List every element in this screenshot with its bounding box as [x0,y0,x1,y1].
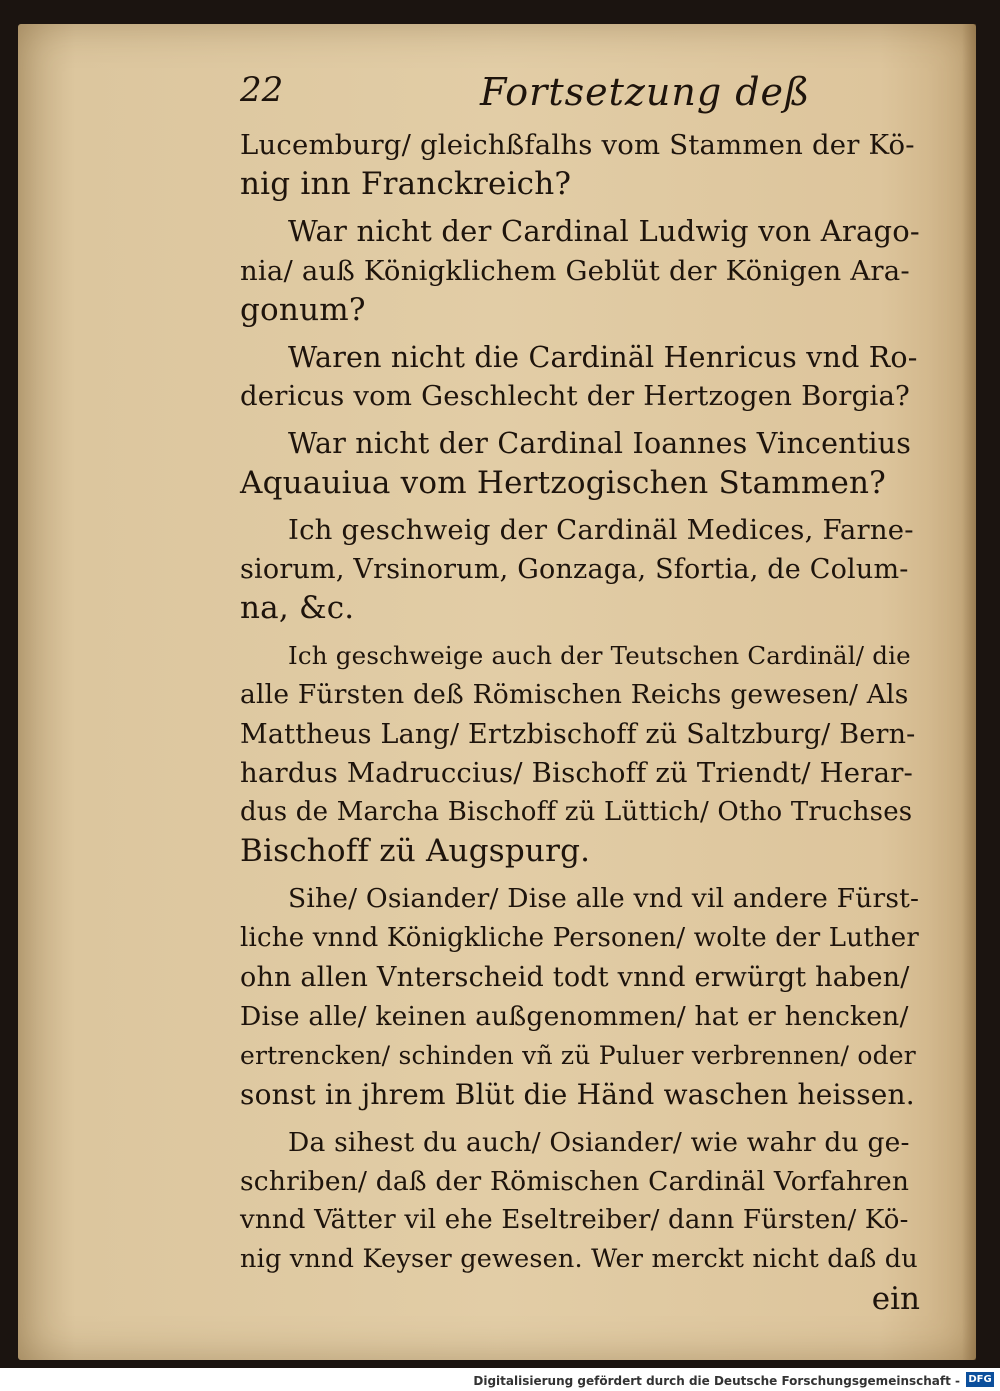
text-line: Waren nicht die Cardinäl Henricus vnd Ro- [288,340,918,374]
text-line: nig inn Franckreich? [240,166,572,203]
text-line: na, &c. [240,590,355,627]
text-line: hardus Madruccius/ Bischoff zü Triendt/ Herar- [240,756,914,789]
text-line: War nicht der Cardinal Ludwig von Arago- [288,214,920,249]
text-line: Aquauiua vom Hertzogischen Stammen? [240,464,886,501]
text-line: Mattheus Lang/ Ertzbischoff zü Saltzburg/ Bern- [240,718,916,750]
footer-credit: Digitalisierung gefördert durch die Deutsche Forschungsgemeinschaft - [473,1374,960,1388]
paragraph-gap [240,503,920,511]
text-line: Ich geschweige auch der Teutschen Cardinäl/ die [288,641,911,671]
text-line: nig vnnd Keyser gewesen. Wer merckt nicht daß du [240,1244,918,1275]
text-line: Ich geschweig der Cardinäl Medices, Farne- [288,513,914,546]
paragraph-gap [240,330,920,338]
paragraph-gap [240,871,920,879]
text-line: sonst in jhrem Blüt die Händ waschen heissen. [240,1078,915,1112]
text-line: ertrencken/ schinden vñ zü Puluer verbrennen/ oder [240,1041,916,1071]
text-line: ohn allen Vnterscheid todt vnnd erwürgt haben/ [240,961,910,993]
running-head [240,70,920,126]
page-edge-shadow [962,24,976,1360]
text-line: nia/ auß Königklichem Geblüt der Königen Ara- [240,254,910,287]
text-body [240,126,920,1279]
text-line: War nicht der Cardinal Ioannes Vincentius [288,427,912,461]
text-line: schriben/ daß der Römischen Cardinäl Vorfahren [240,1165,910,1197]
text-line: Dise alle/ keinen außgenommen/ hat er hencken/ [240,1000,909,1032]
text-line: Lucemburg/ gleichßfalhs vom Stammen der Kö- [240,129,915,161]
text-line: dericus vom Geschlecht der Hertzogen Borgia? [240,380,910,413]
text-line: siorum, Vrsinorum, Gonzaga, Sfortia, de Colum- [240,553,909,585]
text-line: vnnd Vätter vil ehe Eseltreiber/ dann Fürsten/ Kö- [240,1204,909,1235]
text-line: gonum? [240,291,366,328]
text-line: alle Fürsten deß Römischen Reichs gewesen/ Als [240,679,909,711]
text-line: Sihe/ Osiander/ Dise alle vnd vil andere Fürst- [288,883,920,915]
paragraph-gap [240,1115,920,1123]
footer-bar [0,1368,1000,1391]
dfg-logo: DFG [966,1372,994,1387]
text-line: dus de Marcha Bischoff zü Lüttich/ Otho Truchses [240,797,913,827]
page-number: 22 [240,70,284,110]
running-title: Fortsetzung deß [480,70,811,114]
paragraph-gap [240,204,920,212]
text-line: liche vnnd Königkliche Personen/ wolte der Luther [240,922,920,953]
paragraph-gap [240,628,920,636]
text-line: Bischoff zü Augspurg. [240,833,591,870]
paragraph-gap [240,416,920,424]
catchword: ein [871,1281,920,1318]
text-line: Da sihest du auch/ Osiander/ wie wahr du ge- [288,1126,910,1158]
page-content [240,70,920,1319]
